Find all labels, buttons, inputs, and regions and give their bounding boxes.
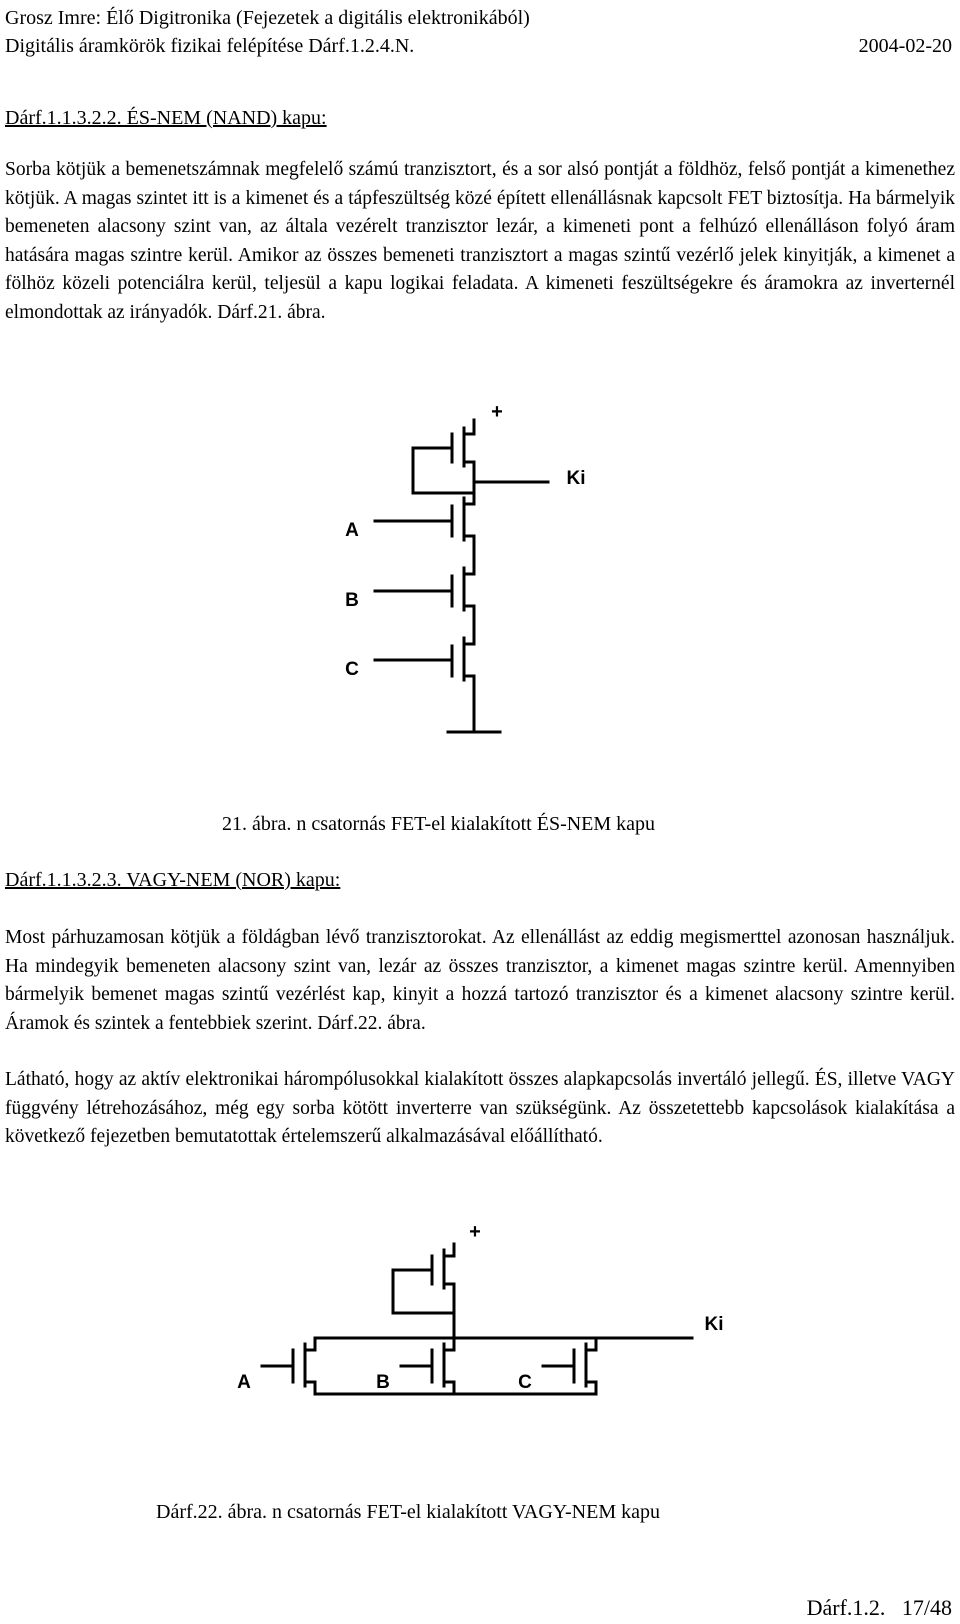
- nor-circuit-diagram: [220, 1208, 740, 1418]
- page-footer: [807, 1595, 952, 1621]
- nor-input-b-label: B: [376, 1372, 390, 1393]
- nor-input-a-label: A: [237, 1372, 251, 1393]
- nor-supply-label: +: [469, 1221, 481, 1243]
- footer-page-number: 17/48: [901, 1595, 952, 1620]
- header-date: 2004-02-20: [858, 35, 952, 57]
- footer-section: Dárf.1.2.: [806, 1595, 886, 1620]
- nand-input-a-label: A: [345, 520, 359, 541]
- nand-output-label: Ki: [566, 468, 586, 489]
- nor-output-label: Ki: [704, 1314, 724, 1335]
- nand-input-c-label: C: [345, 659, 359, 680]
- figure22-caption: Dárf.22. ábra. n csatornás FET-el kialakított VAGY-NEM kapu: [156, 1501, 660, 1523]
- nor-paragraph-1: Most párhuzamosan kötjük a földágban lévő tranzisztorokat. Az ellenállást az eddig megismerttel azonosan használjuk. Ha mindegyik bemeneten alacsony szint van, lezár az összes tranzisztor, a kimenet magas szintre kerül. Amennyiben bármelyik bemenet magas szintű vezérlést kap, kinyit a hozzá tartozó tranzisztor és a kimenet alacsony szintre kerül. Áramok és szintek a fentebbiek szerint. Dárf.22. ábra.: [5, 927, 955, 1034]
- nor-paragraph-2: Látható, hogy az aktív elektronikai hárompólusokkal kialakított összes alapkapcsolás invertáló jellegű. ÉS, illetve VAGY függvény létrehozásához, még egy sorba kötött inverterre van szükségünk. Az összetettebb kapcsolások kialakítása a következő fejezetben bemutatottak értelemszerű alkalmazásával előállítható.: [5, 1069, 955, 1148]
- nor-input-c-label: C: [518, 1372, 532, 1393]
- header-title: Grosz Imre: Élő Digitronika (Fejezetek a digitális elektronikából): [5, 7, 530, 29]
- section-heading-nand: Dárf.1.1.3.2.2. ÉS-NEM (NAND) kapu:: [5, 107, 327, 129]
- nand-circuit-diagram: [330, 392, 630, 752]
- nand-supply-label: +: [491, 401, 503, 423]
- header-subtitle: Digitális áramkörök fizikai felépítése Dárf.1.2.4.N.: [5, 35, 415, 57]
- figure21-caption: 21. ábra. n csatornás FET-el kialakított ÉS-NEM kapu: [222, 813, 656, 835]
- nand-paragraph: Sorba kötjük a bemenetszámnak megfelelő számú tranzisztort, és a sor alsó pontját a földhöz, felső pontját a kimenethez kötjük. A magas szintet itt is a kimenet és a tápfeszültség közé épített ellenállásnak kapcsolt FET biztosítja. Ha bármelyik bemeneten alacsony szint van, az általa vezérelt tranzisztor lezár, a kimeneti pont a felhúzó ellenálláson folyó áram hatására magas szintre kerül. Amikor az összes bemeneti tranzisztort a magas szintű vezérlő jelek kinyitják, a kimenet a fölhöz közeli potenciálra kerül, teljesül a kapu logikai feladata. A kimeneti feszültségekre és áramokra az inverternél elmondottak az irányadók. Dárf.21. ábra.: [5, 159, 955, 323]
- nand-input-b-label: B: [345, 590, 359, 611]
- section-heading-nor: Dárf.1.1.3.2.3. VAGY-NEM (NOR) kapu:: [5, 869, 341, 891]
